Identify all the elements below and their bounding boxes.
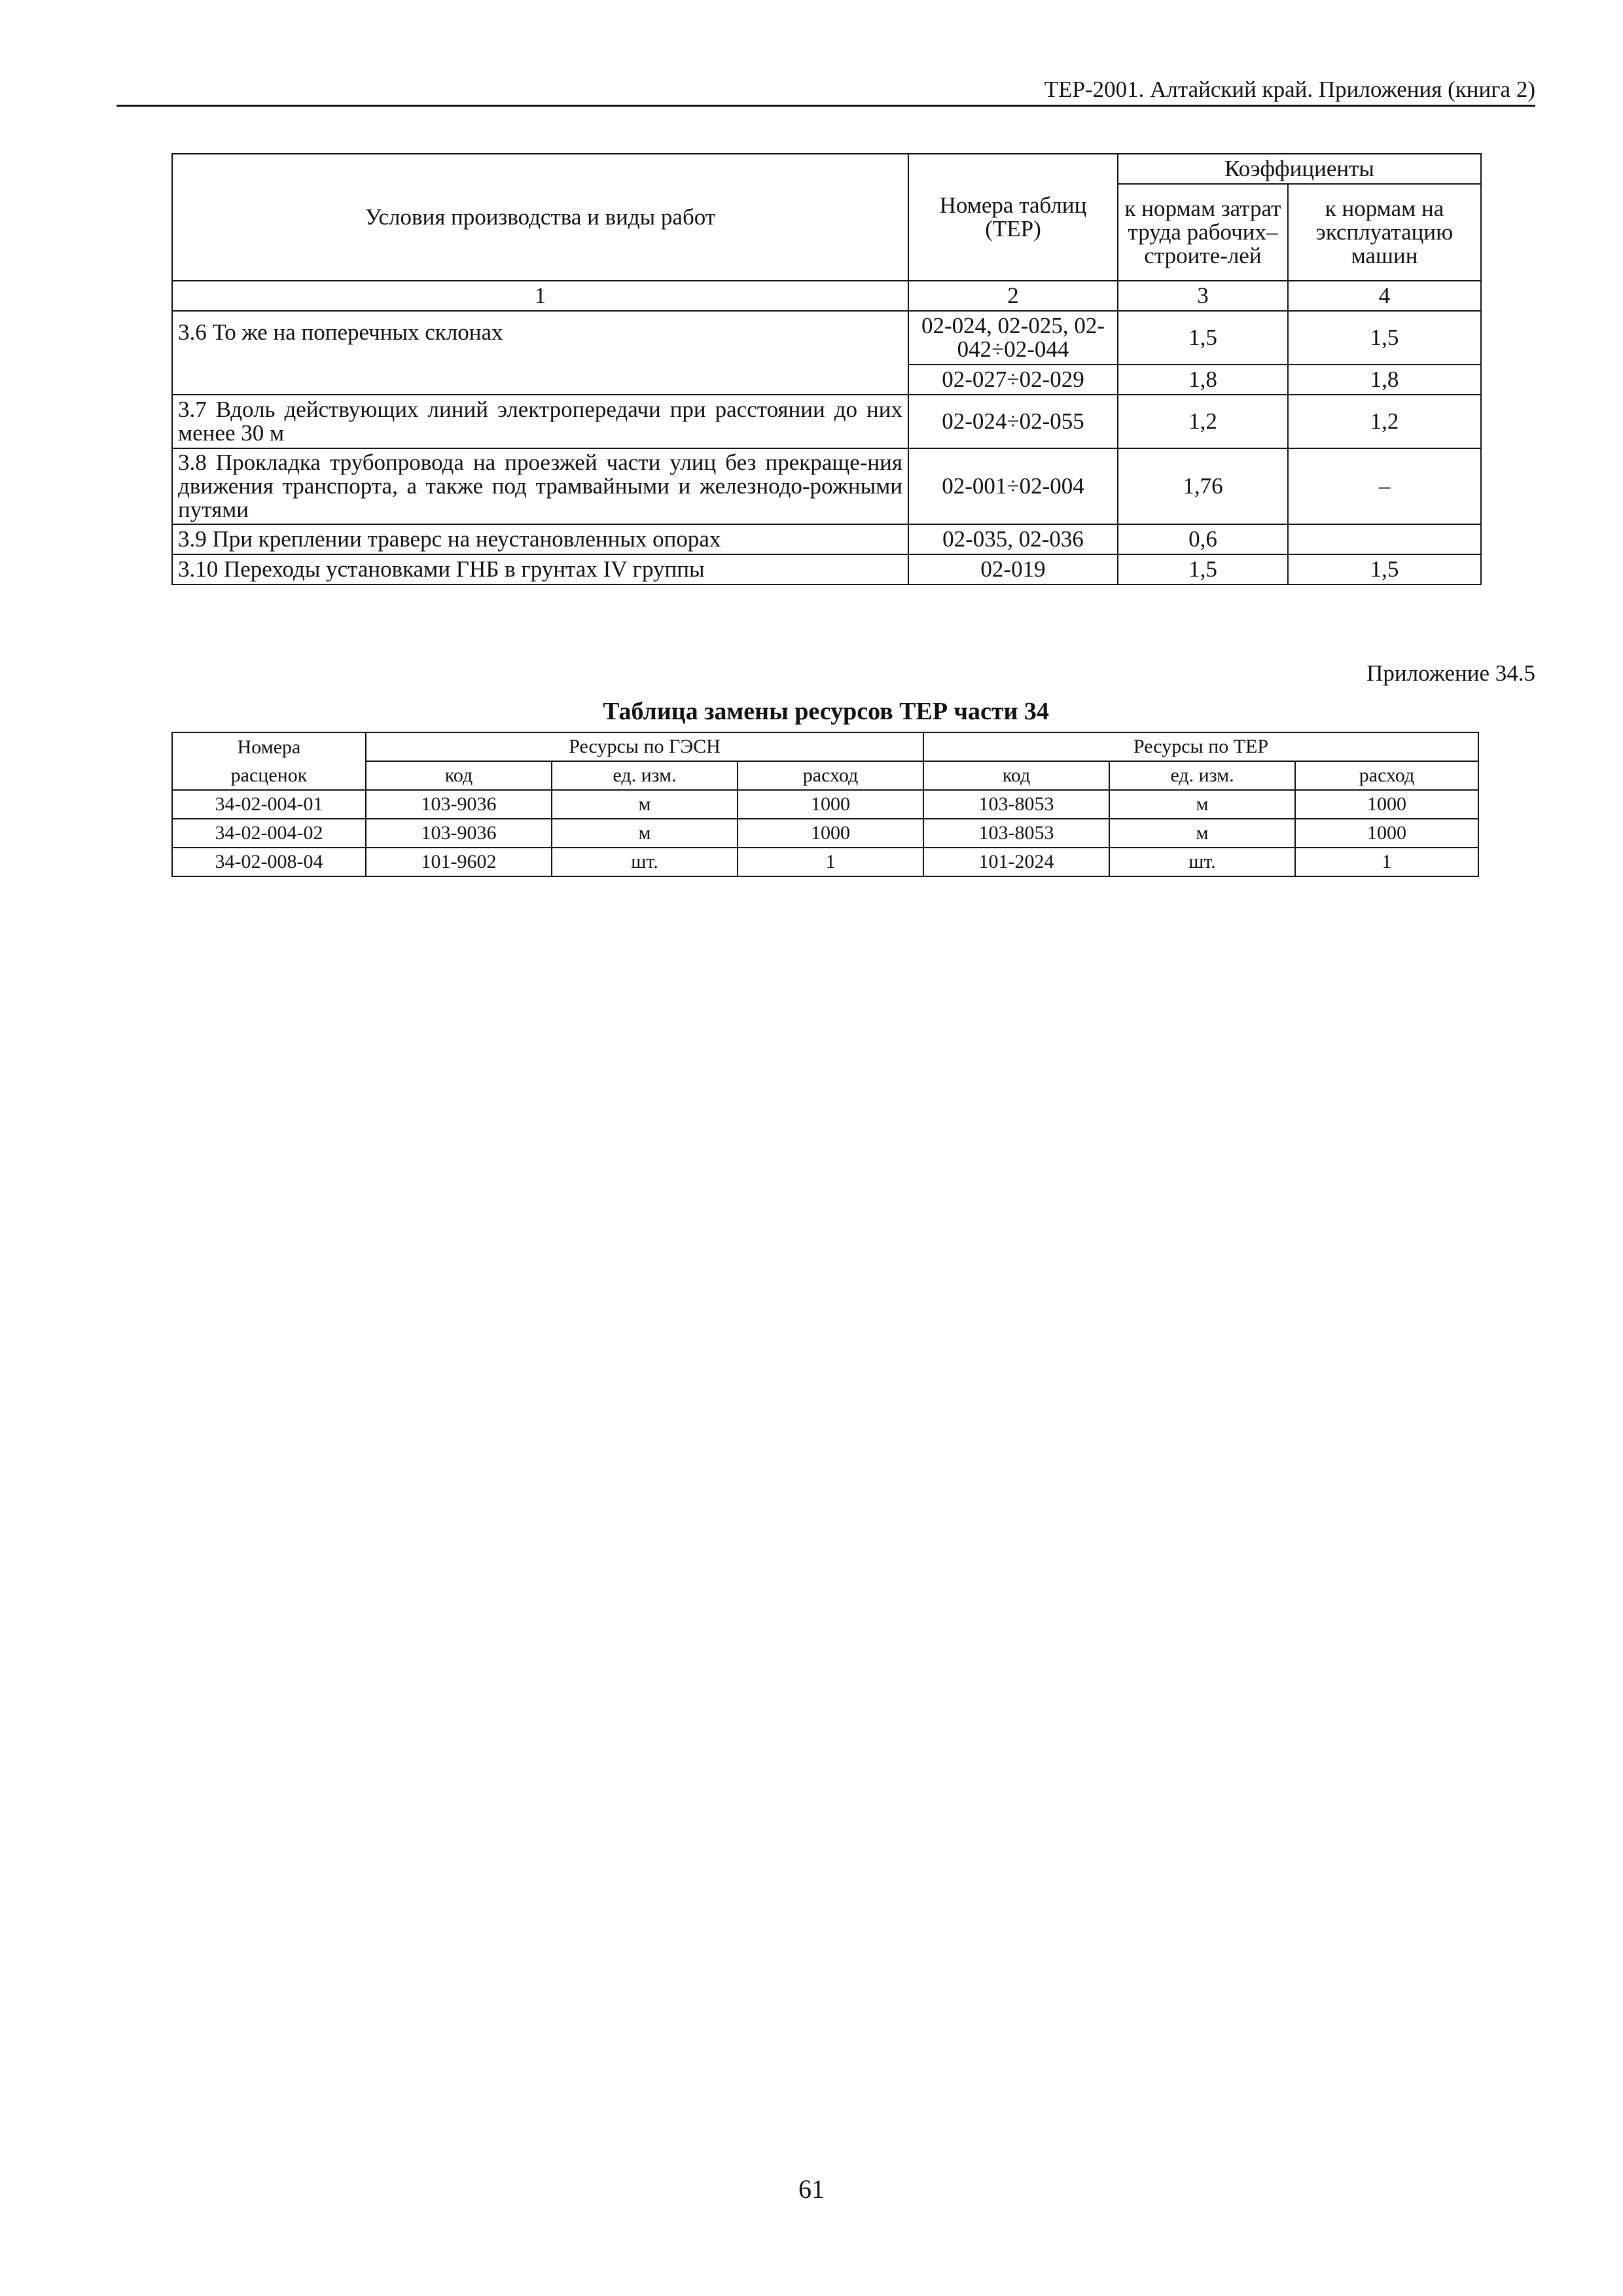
labor-coefficient-cell: 1,76 xyxy=(1118,448,1288,524)
machine-coefficient-cell: 1,5 xyxy=(1288,554,1481,584)
table-row xyxy=(172,790,1478,819)
gesn-consumption-cell: 1000 xyxy=(738,790,923,819)
column-header-gesn-consumption: расход xyxy=(738,761,923,790)
table-numbers-cell: 02-024, 02-025, 02-042÷02-044 xyxy=(908,311,1118,365)
table-numbers-cell: 02-024÷02-055 xyxy=(908,395,1118,448)
column-number: 2 xyxy=(908,281,1118,311)
gesn-unit-cell: шт. xyxy=(552,848,738,876)
page-number: 61 xyxy=(798,2174,825,2204)
column-number: 3 xyxy=(1118,281,1288,311)
coefficients-table xyxy=(171,153,1482,585)
machine-coefficient-cell: – xyxy=(1288,448,1481,524)
labor-coefficient-cell: 1,8 xyxy=(1118,365,1288,395)
ter-code-cell: 103-8053 xyxy=(923,790,1109,819)
labor-coefficient-cell: 0,6 xyxy=(1118,524,1288,554)
column-header-ter-code: код xyxy=(923,761,1109,790)
condition-cell: 3.10 Переходы установками ГНБ в грунтах IV группы xyxy=(172,554,908,584)
table-numbers-cell: 02-019 xyxy=(908,554,1118,584)
gesn-consumption-cell: 1000 xyxy=(738,819,923,848)
machine-coefficient-cell: 1,8 xyxy=(1288,365,1481,395)
table-numbers-cell: 02-035, 02-036 xyxy=(908,524,1118,554)
replacement-table-title: Таблица замены ресурсов ТЕР части 34 xyxy=(603,698,1049,725)
ter-unit-cell: м xyxy=(1109,790,1295,819)
labor-coefficient-cell: 1,5 xyxy=(1118,311,1288,365)
gesn-unit-cell: м xyxy=(552,790,738,819)
column-header-rate-numbers: Номера xyxy=(172,732,366,761)
column-header-coefficients: Коэффициенты xyxy=(1118,154,1481,184)
ter-code-cell: 103-8053 xyxy=(923,819,1109,848)
ter-code-cell: 101-2024 xyxy=(923,848,1109,876)
column-header-ter-resources: Ресурсы по ТЕР xyxy=(923,732,1478,761)
rate-number-cell: 34-02-004-02 xyxy=(172,819,366,848)
replacement-subheader-row xyxy=(172,761,1478,790)
column-header-ter-unit: ед. изм. xyxy=(1109,761,1295,790)
gesn-consumption-cell: 1 xyxy=(738,848,923,876)
column-header-gesn-resources: Ресурсы по ГЭСН xyxy=(366,732,923,761)
labor-coefficient-cell: 1,2 xyxy=(1118,395,1288,448)
column-header-gesn-code: код xyxy=(366,761,552,790)
table-row xyxy=(172,395,1481,448)
rate-number-cell: 34-02-004-01 xyxy=(172,790,366,819)
ter-unit-cell: м xyxy=(1109,819,1295,848)
column-number: 4 xyxy=(1288,281,1481,311)
labor-coefficient-cell: 1,5 xyxy=(1118,554,1288,584)
table-row xyxy=(172,848,1478,876)
rate-number-cell: 34-02-008-04 xyxy=(172,848,366,876)
appendix-label: Приложение 34.5 xyxy=(1366,660,1535,686)
table-row xyxy=(172,819,1478,848)
column-header-conditions: Условия производства и виды работ xyxy=(172,154,908,281)
header-rule xyxy=(116,105,1535,107)
ter-consumption-cell: 1000 xyxy=(1295,790,1478,819)
table-numbers-cell: 02-027÷02-029 xyxy=(908,365,1118,395)
condition-cell: 3.6 То же на поперечных склонах xyxy=(172,311,908,395)
running-header: ТЕР-2001. Алтайский край. Приложения (книга 2) xyxy=(1044,77,1535,102)
ter-consumption-cell: 1000 xyxy=(1295,819,1478,848)
gesn-unit-cell: м xyxy=(552,819,738,848)
machine-coefficient-cell: 1,5 xyxy=(1288,311,1481,365)
table-row xyxy=(172,311,1481,365)
gesn-code-cell: 101-9602 xyxy=(366,848,552,876)
machine-coefficient-cell xyxy=(1288,524,1481,554)
column-header-table-numbers: Номера таблиц (ТЕР) xyxy=(908,154,1118,281)
ter-consumption-cell: 1 xyxy=(1295,848,1478,876)
table-row xyxy=(172,448,1481,524)
column-header-ter-consumption: расход xyxy=(1295,761,1478,790)
condition-cell: 3.8 Прокладка трубопровода на проезжей части улиц без прекраще-ния движения транспорта, а также под трамвайными и железнодо-рожными путями xyxy=(172,448,908,524)
column-header-rate-numbers-cont: расценок xyxy=(172,761,366,790)
condition-cell: 3.7 Вдоль действующих линий электропередачи при расстоянии до них менее 30 м xyxy=(172,395,908,448)
column-header-gesn-unit: ед. изм. xyxy=(552,761,738,790)
coefficients-header-row xyxy=(172,154,1481,184)
column-header-machine-norms: к нормам на эксплуатацию машин xyxy=(1288,184,1481,281)
column-header-labor-norms: к нормам затрат труда рабочих–строите-лей xyxy=(1118,184,1288,281)
replacement-header-row xyxy=(172,732,1478,761)
resource-replacement-table xyxy=(171,732,1479,877)
ter-unit-cell: шт. xyxy=(1109,848,1295,876)
gesn-code-cell: 103-9036 xyxy=(366,790,552,819)
condition-cell: 3.9 При креплении траверс на неустановленных опорах xyxy=(172,524,908,554)
table-numbers-cell: 02-001÷02-004 xyxy=(908,448,1118,524)
gesn-code-cell: 103-9036 xyxy=(366,819,552,848)
column-number-row xyxy=(172,281,1481,311)
table-row xyxy=(172,524,1481,554)
column-number: 1 xyxy=(172,281,908,311)
machine-coefficient-cell: 1,2 xyxy=(1288,395,1481,448)
table-row xyxy=(172,554,1481,584)
